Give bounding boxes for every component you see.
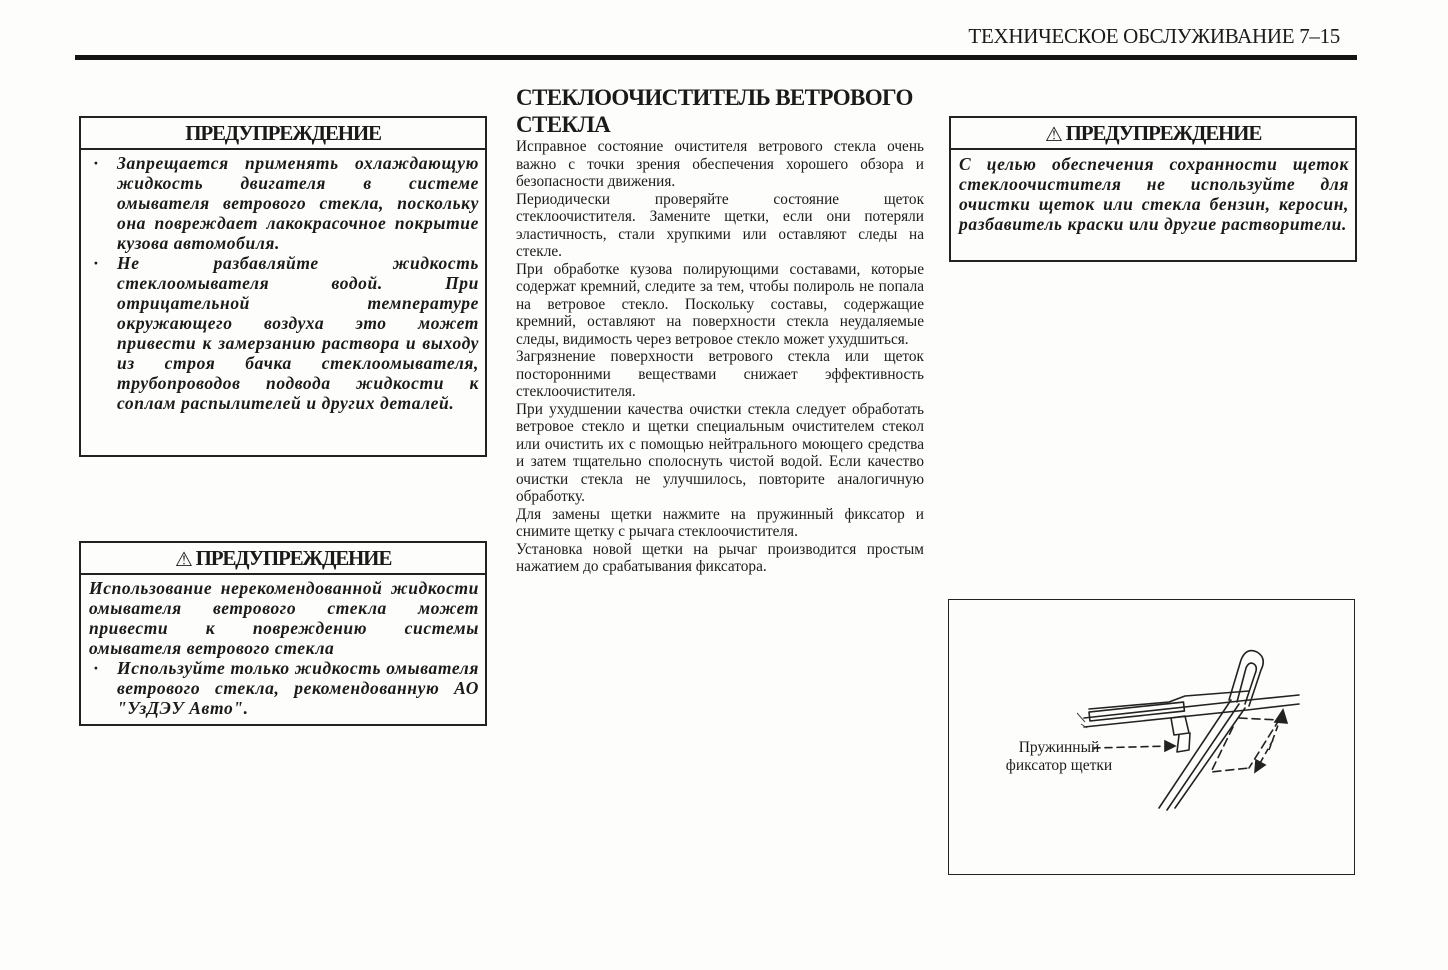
wiper-blade-illustration	[949, 600, 1353, 873]
paragraph: Исправное состояние очистителя ветрового стекла очень важно с точки зрения обеспечения хорошего обзора и безопасности движения.	[516, 138, 924, 190]
warning-text: С целью обеспечения сохранности щеток стеклоочистителя не используйте для очистки щеток или стекла бензин, керосин, разбавитель краски или другие растворители.	[959, 154, 1349, 234]
paragraph: При ухудшении качества очистки стекла следует обработать ветровое стекло и щетки специальным очистителем стекол или очистить их с помощью нейтрального моющего средства и затем тщательно сполоснуть чистой водой. Если качество очистки стекла не улучшилось, повторите аналогичную обработку.	[516, 400, 924, 505]
paragraph: Периодически проверяйте состояние щеток стеклоочистителя. Замените щетки, если они потеряли эластичность, стали хрупкими или оставляют следы на стекле.	[516, 190, 924, 260]
warning-item: · Не разбавляйте жидкость стеклоомывателя водой. При отрицательной температуре окружающего воздуха это может привести к замерзанию раствора и выходу из строя бачка стеклоомывателя, трубопроводов подвода жидкости к соплам распылителей и других деталей.	[89, 253, 479, 413]
warning-box-washer-fluid	[79, 541, 487, 726]
warning-triangle-icon: ⚠	[1044, 122, 1062, 146]
warning-title: ПРЕДУПРЕЖДЕНИЕ	[1065, 121, 1262, 145]
warning-item: · Запрещается применять охлаждающую жидкость двигателя в системе омывателя ветрового стекла, поскольку она повреждает лакокрасочное покрытие кузова автомобиля.	[89, 153, 479, 253]
paragraph: Для замены щетки нажмите на пружинный фиксатор и снимите щетку с рычага стеклоочистителя.	[516, 505, 924, 540]
section-title: СТЕКЛООЧИСТИТЕЛЬ ВЕТРОВОГО СТЕКЛА	[516, 85, 913, 137]
paragraph: При обработке кузова полирующими составами, которые содержат кремний, следите за тем, чтобы полироль не попала на ветровое стекло. Поскольку составы, содержащие кремний, оставляют на поверхности стекла неудаляемые следы, видимость через ветровое стекло может ухудшиться.	[516, 260, 924, 348]
paragraph: Загрязнение поверхности ветрового стекла или щеток посторонними веществами снижает эффективность стеклоочистителя.	[516, 348, 924, 400]
warning-item: · Используйте только жидкость омывателя ветрового стекла, рекомендованную АО "УзДЭУ Авто".	[89, 658, 479, 718]
warning-title: ПРЕДУПРЕЖДЕНИЕ	[81, 118, 485, 150]
page-header-title: ТЕХНИЧЕСКОЕ ОБСЛУЖИВАНИЕ 7–15	[968, 24, 1340, 48]
wiper-blade-figure	[948, 599, 1355, 875]
header-rule	[75, 55, 1357, 60]
figure-label-spring-retainer: Пружинный фиксатор щетки	[1005, 739, 1113, 774]
warning-title: ПРЕДУПРЕЖДЕНИЕ	[195, 546, 392, 570]
paragraph: Установка новой щетки на рычаг производится простым нажатием до срабатывания фиксатора.	[516, 540, 924, 575]
warning-triangle-icon: ⚠	[174, 547, 192, 571]
warning-box-solvents	[949, 116, 1357, 262]
warning-intro: Использование нерекомендованной жидкости омывателя ветрового стекла может привести к повреждению системы омывателя ветрового стекла	[89, 578, 479, 658]
warning-box-coolant	[79, 116, 487, 457]
section-body	[516, 138, 924, 576]
